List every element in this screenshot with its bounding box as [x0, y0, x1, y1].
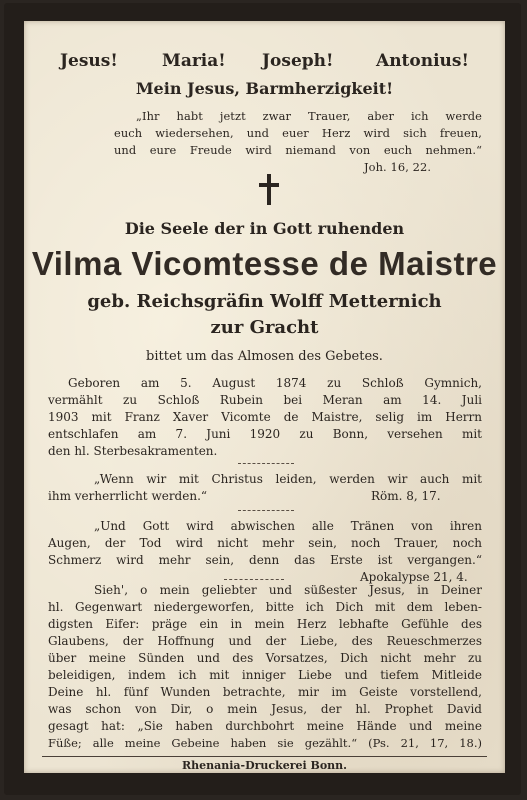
quote-line: „Ihr habt jetzt zwar Trauer, aber ich werde [136, 109, 482, 123]
prayer-line: Sieh', o mein geliebter und süßester Jesus, in Deiner [94, 583, 482, 597]
biography-line: den hl. Sterbesakramenten. [48, 444, 218, 458]
quote-line: euch wiedersehen, und euer Herz wird sich freuen, [114, 126, 482, 140]
verse-line: ihm verherrlicht werden.“ [48, 489, 208, 503]
prayer-line: hl. Gegenwart niedergeworfen, bitte ich Dich mit dem leben- [48, 600, 482, 614]
invocation-name: Jesus! [60, 51, 118, 71]
verse-line: „Wenn wir mit Christus leiden, werden wir auch mit [94, 472, 482, 486]
prayer-line: Deine hl. fünf Wunden betrachte, mir im Geiste vorstellend, [48, 685, 482, 699]
invocation-line: Mein Jesus, Barmherzigkeit! [135, 79, 394, 98]
intro-line: Die Seele der in Gott ruhenden [124, 219, 405, 238]
birth-name-line: geb. Reichsgräfin Wolff Metternich [87, 291, 442, 312]
printer-imprint: Rhenania-Druckerei Bonn. [181, 759, 348, 772]
biography-line: vermählt zu Schloß Rubein bei Meran am 14. Juli [48, 393, 482, 407]
prayer-request: bittet um das Almosen des Gebetes. [146, 349, 383, 364]
verse-reference: Apokalypse 21, 4. [360, 570, 468, 584]
prayer-line: Füße; alle meine Gebeine haben sie gezählt.“ (Ps. 21, 17, 18.) [48, 736, 482, 750]
footer-divider [42, 756, 487, 757]
card-paper [24, 21, 505, 773]
memorial-card [4, 3, 521, 795]
birth-name-line: zur Gracht [210, 317, 319, 338]
latin-cross-icon [257, 173, 281, 207]
prayer-line: gesagt hat: „Sie haben durchbohrt meine Hände und meine [48, 719, 482, 733]
quote-reference: Joh. 16, 22. [364, 160, 432, 174]
prayer-line: was schon von Dir, o mein Jesus, der hl. Prophet David [48, 702, 482, 716]
deceased-name: Vilma Vicomtesse de Maistre [31, 245, 498, 282]
verse-line: Augen, der Tod wird nicht mehr sein, noch Trauer, noch [48, 536, 482, 550]
biography-line: entschlafen am 7. Juni 1920 zu Bonn, versehen mit [48, 427, 482, 441]
invocation-name: Maria! [162, 51, 226, 71]
biography-line: 1903 mit Franz Xaver Vicomte de Maistre, selig im Herrn [48, 410, 482, 424]
prayer-line: digsten Eifer: präge ein in mein Herz lebhafte Gefühle des [48, 617, 482, 631]
separator-ornament [238, 510, 294, 511]
prayer-line: beleidigen, indem ich mit inniger Liebe und tiefem Mitleide [48, 668, 482, 682]
quote-line: und eure Freude wird niemand von euch nehmen.“ [114, 143, 482, 157]
separator-ornament [224, 579, 284, 580]
verse-line: „Und Gott wird abwischen alle Tränen von ihren [94, 519, 482, 533]
verse-reference: Röm. 8, 17. [371, 489, 441, 503]
prayer-line: über meine Sünden und des Vorsatzes, Dich nicht mehr zu [48, 651, 482, 665]
header-invocations [24, 51, 505, 73]
prayer-line: Glaubens, der Hoffnung und der Liebe, des Reueschmerzes [48, 634, 482, 648]
biography-line: Geboren am 5. August 1874 zu Schloß Gymnich, [68, 376, 482, 390]
verse-line: Schmerz wird mehr sein, denn das Erste ist vergangen.“ [48, 553, 482, 567]
invocation-name: Antonius! [376, 51, 469, 71]
invocation-name: Joseph! [262, 51, 334, 71]
separator-ornament [238, 463, 294, 464]
